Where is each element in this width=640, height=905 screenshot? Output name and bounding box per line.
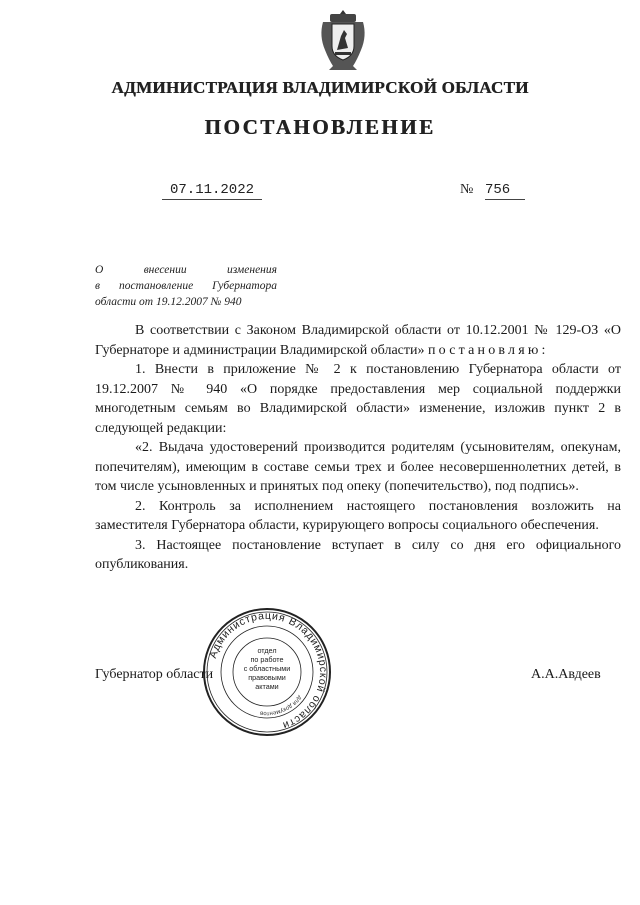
stamp-center-line: отдел <box>257 646 277 655</box>
coat-of-arms-emblem <box>318 8 368 72</box>
organization-name: АДМИНИСТРАЦИЯ ВЛАДИМИРСКОЙ ОБЛАСТИ <box>111 78 529 97</box>
document-body <box>95 321 621 575</box>
subject-line-1: О внесении изменения <box>95 264 277 276</box>
document-date: 07.11.2022 <box>162 182 262 200</box>
stamp-center-line: актами <box>255 682 279 691</box>
clause-1-paragraph: 1. Внести в приложение № 2 к постановлению Губернатора области от 19.12.2007 № 940 «О порядке предоставления мер социальной поддержки многодетным семьям во Владимирской области» изменение, изложив пункт 2 в следующей редакции: <box>95 362 621 436</box>
quoted-amendment-paragraph: «2. Выдача удостоверений производится родителям (усыновителям, опекунам, попечителям), имеющим в составе семьи трех и более несовершеннолетних детей, в том числе усыновленных и принятых под опеку (попечительство), под подпись». <box>95 440 621 494</box>
clause-3-paragraph: 3. Настоящее постановление вступает в силу со дня его официального опубликования. <box>95 537 621 572</box>
preamble-paragraph <box>95 321 621 360</box>
stamp-inner-ring-text: для документов <box>259 694 303 717</box>
signatory-title: Губернатор области <box>95 667 214 682</box>
clause-2-paragraph: 2. Контроль за исполнением настоящего постановления возложить на заместителя Губернатора области, курирующего вопросы социального обеспечения. <box>95 498 621 533</box>
document-type-title: ПОСТАНОВЛЕНИЕ <box>204 115 436 139</box>
document-number: 756 <box>485 182 525 200</box>
preamble-text: В соответствии с Законом Владимирской области от 10.12.2001 № 129-ОЗ «О Губернаторе и администрации Владимирской области» <box>95 323 621 358</box>
stamp-ring-text: Администрация Владимирской области <box>206 609 330 732</box>
stamp-center-line: с областными <box>243 664 291 673</box>
subject-line-3: области от 19.12.2007 № 940 <box>95 296 242 308</box>
number-sign: № <box>460 182 474 197</box>
signatory-name: А.А.Авдеев <box>531 667 601 682</box>
resolve-word: постановляю: <box>427 342 549 358</box>
stamp-center-line: правовыми <box>248 673 286 682</box>
stamp-center-line: по работе <box>250 655 284 664</box>
document-subject <box>95 262 277 310</box>
official-seal-stamp <box>200 605 334 739</box>
subject-line-2: в постановление Губернатора <box>95 280 277 292</box>
